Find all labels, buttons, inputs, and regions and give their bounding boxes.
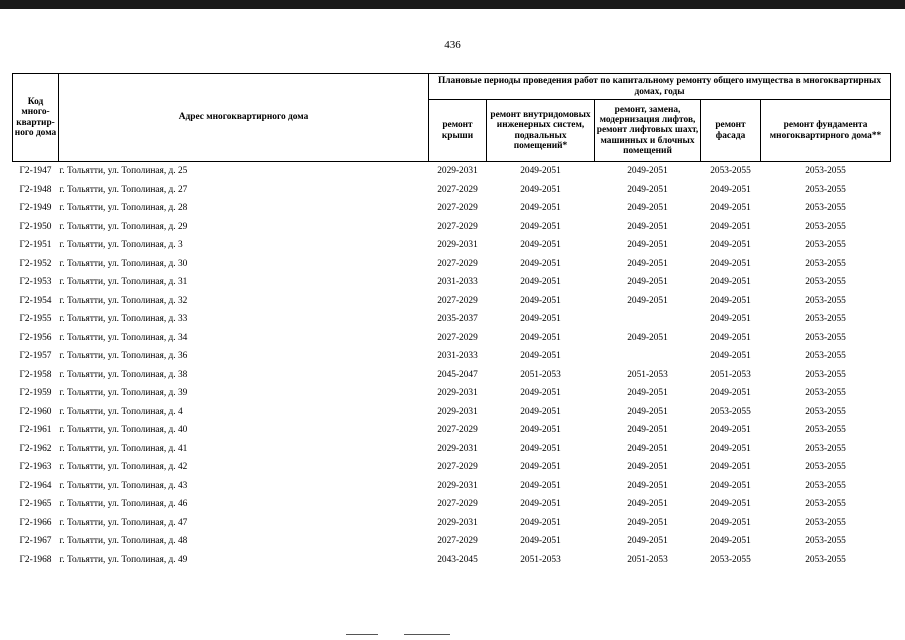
table-body <box>13 162 891 570</box>
cell-code: Г2-1950 <box>19 221 52 232</box>
cell-engineering: 2049-2051 <box>520 314 561 325</box>
cell-elevators: 2049-2051 <box>627 517 668 528</box>
cell-address: г. Тольятти, ул. Тополиная, д. 25 <box>59 166 188 177</box>
cell-code: Г2-1958 <box>19 369 52 380</box>
cell-roof: 2027-2029 <box>437 221 478 232</box>
cell-engineering: 2049-2051 <box>520 221 561 232</box>
cell-facade: 2053-2055 <box>710 406 751 417</box>
header-code: Код много-квартир-ного дома <box>13 74 59 162</box>
page-number: 436 <box>444 39 461 51</box>
scan-artifact-line <box>346 634 378 635</box>
cell-facade: 2049-2051 <box>710 536 751 547</box>
cell-code: Г2-1964 <box>19 480 52 491</box>
cell-roof: 2031-2033 <box>437 351 478 362</box>
table-row <box>13 255 891 274</box>
cell-roof: 2029-2031 <box>437 406 478 417</box>
cell-facade: 2053-2055 <box>710 554 751 565</box>
table-row <box>13 384 891 403</box>
cell-elevators <box>595 310 701 329</box>
cell-address: г. Тольятти, ул. Тополиная, д. 48 <box>59 536 188 547</box>
cell-address: г. Тольятти, ул. Тополиная, д. 43 <box>59 480 188 491</box>
cell-foundation: 2053-2055 <box>805 480 846 491</box>
cell-address: г. Тольятти, ул. Тополиная, д. 32 <box>59 295 188 306</box>
cell-elevators: 2049-2051 <box>627 536 668 547</box>
cell-address: г. Тольятти, ул. Тополиная, д. 46 <box>59 499 188 510</box>
table-row <box>13 199 891 218</box>
cell-elevators: 2049-2051 <box>627 499 668 510</box>
cell-engineering: 2049-2051 <box>520 258 561 269</box>
scan-top-border <box>0 0 905 9</box>
cell-elevators: 2049-2051 <box>627 295 668 306</box>
cell-engineering: 2049-2051 <box>520 499 561 510</box>
cell-facade: 2049-2051 <box>710 332 751 343</box>
table-header <box>13 74 891 162</box>
cell-roof: 2029-2031 <box>437 240 478 251</box>
cell-code: Г2-1967 <box>19 536 52 547</box>
cell-facade: 2049-2051 <box>710 462 751 473</box>
cell-code: Г2-1960 <box>19 406 52 417</box>
cell-roof: 2027-2029 <box>437 295 478 306</box>
cell-foundation: 2053-2055 <box>805 443 846 454</box>
cell-engineering: 2049-2051 <box>520 332 561 343</box>
cell-facade: 2049-2051 <box>710 443 751 454</box>
cell-elevators: 2049-2051 <box>627 203 668 214</box>
cell-roof: 2027-2029 <box>437 499 478 510</box>
table-row <box>13 551 891 570</box>
cell-address: г. Тольятти, ул. Тополиная, д. 29 <box>59 221 188 232</box>
cell-code: Г2-1966 <box>19 517 52 528</box>
cell-foundation: 2053-2055 <box>805 499 846 510</box>
cell-code: Г2-1961 <box>19 425 52 436</box>
cell-elevators: 2051-2053 <box>627 369 668 380</box>
cell-facade: 2049-2051 <box>710 240 751 251</box>
cell-roof: 2045-2047 <box>437 369 478 380</box>
cell-address: г. Тольятти, ул. Тополиная, д. 40 <box>59 425 188 436</box>
cell-foundation: 2053-2055 <box>805 517 846 528</box>
cell-roof: 2027-2029 <box>437 258 478 269</box>
cell-address: г. Тольятти, ул. Тополиная, д. 3 <box>59 240 183 251</box>
cell-roof: 2029-2031 <box>437 517 478 528</box>
cell-facade: 2049-2051 <box>710 480 751 491</box>
header-facade: ремонт фасада <box>701 100 761 162</box>
cell-address: г. Тольятти, ул. Тополиная, д. 36 <box>59 351 188 362</box>
cell-address: г. Тольятти, ул. Тополиная, д. 34 <box>59 332 188 343</box>
cell-facade: 2053-2055 <box>710 166 751 177</box>
cell-elevators: 2051-2053 <box>627 554 668 565</box>
cell-foundation: 2053-2055 <box>805 184 846 195</box>
cell-foundation: 2053-2055 <box>805 536 846 547</box>
table-row <box>13 329 891 348</box>
cell-code: Г2-1968 <box>19 554 52 565</box>
cell-foundation: 2053-2055 <box>805 388 846 399</box>
cell-engineering: 2049-2051 <box>520 443 561 454</box>
cell-engineering: 2049-2051 <box>520 184 561 195</box>
cell-code: Г2-1952 <box>19 258 52 269</box>
cell-elevators: 2049-2051 <box>627 443 668 454</box>
cell-facade: 2049-2051 <box>710 351 751 362</box>
cell-facade: 2049-2051 <box>710 184 751 195</box>
cell-address: г. Тольятти, ул. Тополиная, д. 30 <box>59 258 188 269</box>
cell-engineering: 2049-2051 <box>520 425 561 436</box>
table-row <box>13 181 891 200</box>
header-engineering: ремонт внутридомовых инженерных систем, подвальных помещений* <box>487 100 595 162</box>
cell-foundation: 2053-2055 <box>805 166 846 177</box>
cell-address: г. Тольятти, ул. Тополиная, д. 39 <box>59 388 188 399</box>
cell-foundation: 2053-2055 <box>805 425 846 436</box>
table-row <box>13 403 891 422</box>
cell-roof: 2027-2029 <box>437 203 478 214</box>
cell-roof: 2027-2029 <box>437 425 478 436</box>
cell-foundation: 2053-2055 <box>805 258 846 269</box>
table-row <box>13 366 891 385</box>
cell-elevators: 2049-2051 <box>627 462 668 473</box>
cell-address: г. Тольятти, ул. Тополиная, д. 27 <box>59 184 188 195</box>
cell-address: г. Тольятти, ул. Тополиная, д. 4 <box>59 406 183 417</box>
cell-engineering: 2049-2051 <box>520 295 561 306</box>
cell-facade: 2049-2051 <box>710 295 751 306</box>
header-address: Адрес многоквартирного дома <box>59 74 429 162</box>
cell-foundation: 2053-2055 <box>805 240 846 251</box>
repair-schedule-table <box>12 73 891 569</box>
cell-address: г. Тольятти, ул. Тополиная, д. 49 <box>59 554 188 565</box>
cell-foundation: 2053-2055 <box>805 314 846 325</box>
cell-engineering: 2049-2051 <box>520 462 561 473</box>
header-elevators: ремонт, замена, модернизация лифтов, ремонт лифтовых шахт, машинных и блочных помещений <box>595 100 701 162</box>
cell-foundation: 2053-2055 <box>805 462 846 473</box>
table-row <box>13 347 891 366</box>
cell-code: Г2-1956 <box>19 332 52 343</box>
cell-facade: 2049-2051 <box>710 517 751 528</box>
cell-engineering: 2049-2051 <box>520 351 561 362</box>
cell-roof: 2029-2031 <box>437 166 478 177</box>
table-row <box>13 310 891 329</box>
table-row <box>13 440 891 459</box>
cell-foundation: 2053-2055 <box>805 295 846 306</box>
cell-facade: 2049-2051 <box>710 425 751 436</box>
cell-engineering: 2049-2051 <box>520 166 561 177</box>
cell-address: г. Тольятти, ул. Тополиная, д. 28 <box>59 203 188 214</box>
header-roof: ремонт крыши <box>429 100 487 162</box>
cell-code: Г2-1955 <box>19 314 52 325</box>
cell-code: Г2-1947 <box>19 166 52 177</box>
table-row <box>13 421 891 440</box>
cell-elevators: 2049-2051 <box>627 184 668 195</box>
cell-engineering: 2049-2051 <box>520 536 561 547</box>
cell-elevators: 2049-2051 <box>627 388 668 399</box>
cell-facade: 2049-2051 <box>710 314 751 325</box>
cell-address: г. Тольятти, ул. Тополиная, д. 41 <box>59 443 188 454</box>
cell-elevators <box>595 347 701 366</box>
cell-address: г. Тольятти, ул. Тополиная, д. 47 <box>59 517 188 528</box>
cell-code: Г2-1963 <box>19 462 52 473</box>
cell-facade: 2049-2051 <box>710 258 751 269</box>
cell-roof: 2029-2031 <box>437 388 478 399</box>
cell-code: Г2-1954 <box>19 295 52 306</box>
cell-code: Г2-1957 <box>19 351 52 362</box>
cell-engineering: 2049-2051 <box>520 517 561 528</box>
cell-foundation: 2053-2055 <box>805 221 846 232</box>
cell-roof: 2027-2029 <box>437 184 478 195</box>
cell-engineering: 2051-2053 <box>520 369 561 380</box>
table-row <box>13 495 891 514</box>
cell-engineering: 2049-2051 <box>520 240 561 251</box>
cell-engineering: 2049-2051 <box>520 388 561 399</box>
cell-code: Г2-1948 <box>19 184 52 195</box>
cell-foundation: 2053-2055 <box>805 554 846 565</box>
header-planned-periods: Плановые периоды проведения работ по капитальному ремонту общего имущества в многоквартирных домах, годы <box>429 74 891 100</box>
cell-facade: 2049-2051 <box>710 277 751 288</box>
cell-elevators: 2049-2051 <box>627 277 668 288</box>
cell-facade: 2049-2051 <box>710 499 751 510</box>
cell-roof: 2035-2037 <box>437 314 478 325</box>
cell-roof: 2029-2031 <box>437 480 478 491</box>
cell-foundation: 2053-2055 <box>805 351 846 362</box>
cell-roof: 2027-2029 <box>437 536 478 547</box>
table-row <box>13 218 891 237</box>
cell-engineering: 2051-2053 <box>520 554 561 565</box>
cell-facade: 2051-2053 <box>710 369 751 380</box>
cell-elevators: 2049-2051 <box>627 240 668 251</box>
cell-foundation: 2053-2055 <box>805 332 846 343</box>
cell-foundation: 2053-2055 <box>805 406 846 417</box>
cell-engineering: 2049-2051 <box>520 480 561 491</box>
cell-address: г. Тольятти, ул. Тополиная, д. 31 <box>59 277 188 288</box>
cell-elevators: 2049-2051 <box>627 221 668 232</box>
cell-roof: 2027-2029 <box>437 332 478 343</box>
cell-code: Г2-1951 <box>19 240 52 251</box>
table-row <box>13 273 891 292</box>
cell-engineering: 2049-2051 <box>520 406 561 417</box>
cell-code: Г2-1953 <box>19 277 52 288</box>
cell-elevators: 2049-2051 <box>627 258 668 269</box>
cell-elevators: 2049-2051 <box>627 425 668 436</box>
cell-elevators: 2049-2051 <box>627 480 668 491</box>
cell-roof: 2029-2031 <box>437 443 478 454</box>
cell-foundation: 2053-2055 <box>805 277 846 288</box>
table-row <box>13 162 891 181</box>
table-row <box>13 292 891 311</box>
cell-roof: 2031-2033 <box>437 277 478 288</box>
cell-address: г. Тольятти, ул. Тополиная, д. 42 <box>59 462 188 473</box>
table-row <box>13 477 891 496</box>
table-row <box>13 514 891 533</box>
cell-code: Г2-1965 <box>19 499 52 510</box>
header-foundation: ремонт фундамента многоквартирного дома** <box>761 100 891 162</box>
cell-address: г. Тольятти, ул. Тополиная, д. 38 <box>59 369 188 380</box>
table-row <box>13 458 891 477</box>
cell-address: г. Тольятти, ул. Тополиная, д. 33 <box>59 314 188 325</box>
cell-foundation: 2053-2055 <box>805 203 846 214</box>
scan-artifact-line <box>404 634 450 635</box>
cell-elevators: 2049-2051 <box>627 166 668 177</box>
cell-code: Г2-1962 <box>19 443 52 454</box>
cell-engineering: 2049-2051 <box>520 203 561 214</box>
cell-code: Г2-1949 <box>19 203 52 214</box>
cell-roof: 2027-2029 <box>437 462 478 473</box>
cell-elevators: 2049-2051 <box>627 332 668 343</box>
table-row <box>13 532 891 551</box>
table-row <box>13 236 891 255</box>
cell-foundation: 2053-2055 <box>805 369 846 380</box>
cell-code: Г2-1959 <box>19 388 52 399</box>
cell-facade: 2049-2051 <box>710 203 751 214</box>
cell-facade: 2049-2051 <box>710 221 751 232</box>
cell-roof: 2043-2045 <box>437 554 478 565</box>
cell-elevators: 2049-2051 <box>627 406 668 417</box>
cell-engineering: 2049-2051 <box>520 277 561 288</box>
cell-facade: 2049-2051 <box>710 388 751 399</box>
